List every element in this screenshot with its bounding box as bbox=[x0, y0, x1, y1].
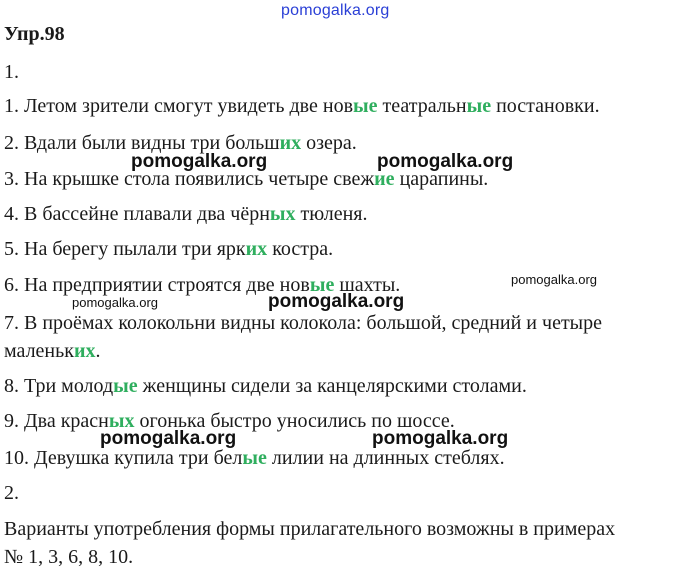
sentence-6: 6. На предприятии строятся две новые шахты. bbox=[4, 274, 401, 296]
ending-highlight: ые bbox=[113, 375, 138, 397]
part-1-label: 1. bbox=[4, 61, 19, 83]
ending-highlight: ые bbox=[353, 95, 378, 117]
exercise-title: Упр.98 bbox=[4, 23, 65, 45]
ending-highlight: ых bbox=[108, 410, 135, 432]
watermark: pomogalka.org bbox=[72, 295, 158, 310]
sentence-10: 10. Девушка купила три белые лилии на длинных стеблях. bbox=[4, 447, 505, 469]
sentence-1: 1. Летом зрители смогут увидеть две новые театральные постановки. bbox=[4, 95, 600, 117]
ending-highlight: ые bbox=[242, 447, 267, 469]
part-2-label: 2. bbox=[4, 482, 19, 504]
ending-highlight: ые bbox=[309, 274, 335, 296]
sentence-3: 3. На крышке стола появились четыре свежие царапины. bbox=[4, 168, 489, 190]
ending-highlight: ых bbox=[269, 203, 296, 225]
watermark: pomogalka.org bbox=[372, 428, 509, 449]
sentence-5: 5. На берегу пылали три ярких костра. bbox=[4, 238, 334, 260]
ending-highlight: их bbox=[279, 132, 302, 154]
watermark: pomogalka.org bbox=[511, 272, 597, 287]
conclusion-line-1: Варианты употребления формы прилагательного возможны в примерах bbox=[4, 518, 616, 540]
sentence-7-continuation: маленьких. bbox=[4, 340, 101, 362]
ending-highlight: их bbox=[73, 340, 96, 362]
sentence-8: 8. Три молодые женщины сидели за канцелярскими столами. bbox=[4, 375, 527, 397]
sentence-4: 4. В бассейне плавали два чёрных тюленя. bbox=[4, 203, 368, 225]
watermark: pomogalka.org bbox=[131, 151, 268, 172]
conclusion-line-2: № 1, 3, 6, 8, 10. bbox=[4, 546, 134, 568]
sentence-9: 9. Два красных огонька быстро уносились по шоссе. bbox=[4, 410, 455, 432]
watermark-top: pomogalka.org bbox=[281, 2, 390, 19]
ending-highlight: ие bbox=[374, 168, 395, 190]
watermark: pomogalka.org bbox=[268, 291, 405, 312]
ending-highlight: их bbox=[245, 238, 268, 260]
watermark: pomogalka.org bbox=[100, 428, 237, 449]
watermark: pomogalka.org bbox=[377, 151, 514, 172]
sentence-2: 2. Вдали были видны три больших озера. bbox=[4, 132, 357, 154]
sentence-7: 7. В проёмах колокольни видны колокола: большой, средний и четыре bbox=[4, 312, 602, 334]
ending-highlight: ые bbox=[466, 95, 492, 117]
